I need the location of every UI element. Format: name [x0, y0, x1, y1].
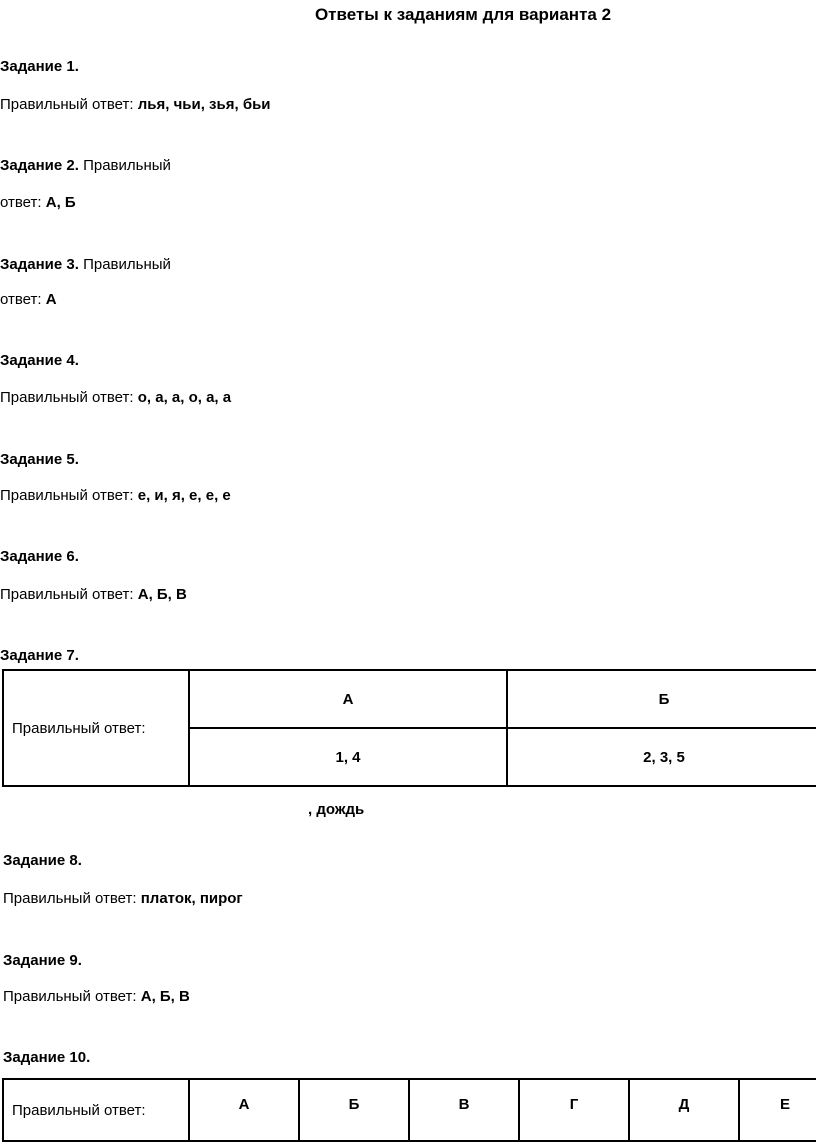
task-7-heading: Задание 7.	[0, 647, 79, 664]
table-header-cell: Г	[519, 1079, 629, 1141]
task-5-answer	[0, 487, 231, 504]
table-label: Правильный ответ:	[3, 670, 189, 786]
stray-text: , дождь	[308, 801, 365, 818]
task-5-heading: Задание 5.	[0, 451, 79, 468]
task-9-answer	[3, 988, 190, 1005]
table-label: Правильный ответ:	[3, 1079, 189, 1141]
answer-prefix: Правильный ответ:	[0, 487, 138, 504]
task-10-answer-table	[2, 1078, 816, 1142]
table-header-cell: Е	[739, 1079, 816, 1141]
answer-prefix-part1: Правильный	[83, 256, 171, 273]
task-1-answer	[0, 96, 271, 113]
answer-value: А, Б, В	[140, 988, 190, 1005]
task-9-heading: Задание 9.	[3, 952, 82, 969]
task-10-heading: Задание 10.	[3, 1049, 91, 1066]
task-4-heading: Задание 4.	[0, 352, 79, 369]
task-4-answer	[0, 389, 231, 406]
table-header-cell: Д	[629, 1079, 739, 1141]
answer-value: о, а, а, о, а, а	[137, 389, 232, 406]
answer-prefix: Правильный ответ:	[0, 389, 138, 406]
task-3-heading: Задание 3.	[0, 256, 79, 273]
table-value-cell: 2, 3, 5	[507, 728, 816, 786]
task-2-heading: Задание 2.	[0, 157, 79, 174]
answer-prefix-part2: ответ:	[0, 291, 46, 308]
answer-value: А, Б, В	[137, 586, 187, 603]
answer-value: А, Б	[45, 194, 76, 211]
table-header-cell: Б	[299, 1079, 409, 1141]
task-1-heading: Задание 1.	[0, 58, 79, 75]
table-header-cell: В	[409, 1079, 519, 1141]
task-7-answer-table	[2, 669, 816, 787]
answer-prefix: Правильный ответ:	[3, 988, 141, 1005]
task-6-answer	[0, 586, 187, 603]
answer-prefix: Правильный ответ:	[0, 96, 138, 113]
table-header-cell: Б	[507, 670, 816, 728]
table-header-cell: А	[189, 1079, 299, 1141]
task-2-heading-line	[0, 157, 171, 174]
task-3-heading-line	[0, 256, 171, 273]
table-header-cell: А	[189, 670, 507, 728]
answer-prefix-part1: Правильный	[83, 157, 171, 174]
answer-value: платок, пирог	[140, 890, 243, 907]
answer-value: лья, чьи, зья, бьи	[137, 96, 271, 113]
answer-prefix: Правильный ответ:	[3, 890, 141, 907]
page-title: Ответы к заданиям для варианта 2	[314, 5, 612, 24]
answer-value: А	[45, 291, 57, 308]
table-value-cell: 1, 4	[189, 728, 507, 786]
task-2-answer	[0, 194, 76, 211]
task-6-heading: Задание 6.	[0, 548, 79, 565]
answer-prefix-part2: ответ:	[0, 194, 46, 211]
task-8-heading: Задание 8.	[3, 852, 82, 869]
answer-value: е, и, я, е, е, е	[137, 487, 231, 504]
answer-prefix: Правильный ответ:	[0, 586, 138, 603]
task-3-answer	[0, 291, 57, 308]
task-8-answer	[3, 890, 243, 907]
